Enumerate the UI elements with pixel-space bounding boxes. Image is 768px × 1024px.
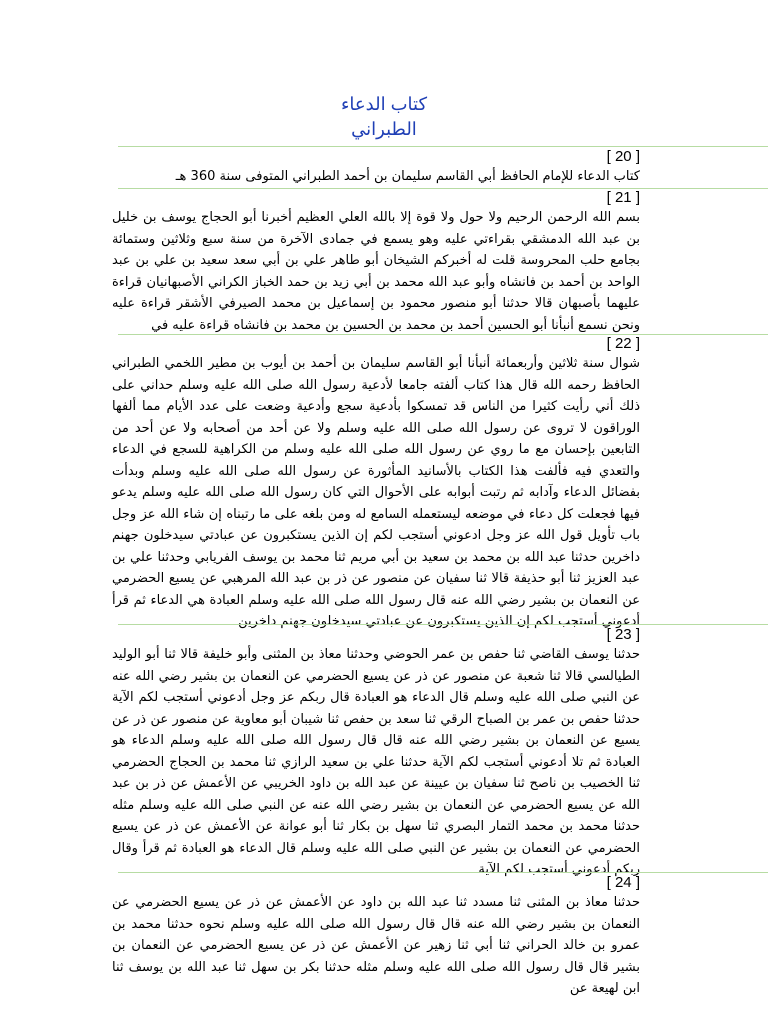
book-title-line-1: كتاب الدعاء (340, 94, 428, 114)
section-text: كتاب الدعاء للإمام الحافظ أبي القاسم سليمان بن أحمد الطبراني المتوفى سنة 360 هـ (175, 169, 640, 184)
section-text: شوال سنة ثلاثين وأربعمائة أنبأنا أبو القاسم سليمان بن أحمد بن أيوب بن مطير اللخمي الطبراني الحافظ رحمه الله قال هذا كتاب ألفته جامعا لأدعية رسول الله صلى الله عليه وسلم حداني على ذلك أني رأيت كثيرا من الناس قد تمسكوا بأدعية سجع وأدعية وضعت على عدد الأيام مما ألفها الوراقون لا تروى عن رسول الله صلى الله عليه وسلم ولا عن أحد من أصحابه ولا عن أحد من التابعين بإحسان مع ما روي عن رسول الله صلى الله عليه وسلم من الكراهية للسجع في الدعاء والتعدي فيه فألفت هذا الكتاب بالأسانيد المأثورة عن رسول الله صلى الله عليه وسلم وبدأت بفضائل الدعاء وآدابه ثم رتبت أبوابه على الأحوال التي كان رسول الله صلى الله عليه وسلم يدعو فيها فجعلت كل دعاء في موضعه ليستعمله السامع له ومن بلغه على ما رتبناه إن شاء الله عز وجل باب تأويل قول الله عز وجل ادعوني أستجب لكم إن الذين يستكبرون عن عبادتي سيدخلون جهنم داخرين حدثنا عبد الله بن محمد بن سعيد بن أبي مريم ثنا محمد بن يوسف الفريابي وحدثنا علي بن عبد العزيز ثنا أبو حذيفة قالا ثنا سفيان عن منصور عن ذر بن عبد الله المرهبي عن يسيع الحضرمي عن النعمان بن بشير رضي الله عنه قال رسول الله صلى الله عليه وسلم العبادة هي الدعاء ثم قرأ أدعوني أستجب لكم إن الذين يستكبرون عن عبادتي سيدخلون جهنم داخرين (112, 356, 640, 629)
section-divider (118, 872, 768, 873)
section-number: [ 23 ] (606, 626, 640, 643)
book-title (0, 92, 768, 142)
section-21 (112, 189, 640, 336)
section-text: حدثنا معاذ بن المثنى ثنا مسدد ثنا عبد الله بن داود عن الأعمش عن ذر عن يسيع الحضرمي عن النعمان بن بشير رضي الله عنه قال قال رسول الله صلى الله عليه وسلم نحوه حدثنا محمد بن عمرو بن خالد الحراني ثنا أبي ثنا زهير عن الأعمش عن ذر عن يسيع الحضرمي عن النعمان بن بشير قال قال رسول الله صلى الله عليه وسلم مثله حدثنا بكر بن سهل ثنا عبد الله بن يوسف ثنا ابن لهيعة عن (112, 895, 640, 996)
section-number: [ 24 ] (606, 874, 640, 891)
section-number: [ 21 ] (606, 189, 640, 206)
book-title-line-2: الطبراني (351, 119, 417, 139)
section-text: حدثنا يوسف القاضي ثنا حفص بن عمر الحوضي وحدثنا معاذ بن المثنى وأبو خليفة قالا ثنا أبو الوليد الطيالسي قالا ثنا شعبة عن منصور عن ذر عن يسيع الحضرمي عن النعمان بن بشير رضي الله عنه عن النبي صلى الله عليه وسلم قال الدعاء هو العبادة قال ربكم عز وجل أدعوني أستجب لكم الآية حدثنا حفص بن عمر بن الصباح الرقي ثنا سعد بن حفص ثنا شيبان أبو معاوية عن منصور عن ذر عن يسيع عن النعمان بن بشير رضي الله عنه قال قال رسول الله صلى الله عليه وسلم الدعاء هو العبادة ثم تلا أدعوني أستجب لكم الآية حدثنا علي بن سعيد الرازي ثنا محمد بن الحجاج الحضرمي ثنا الخصيب بن ناصح ثنا سفيان بن عيينة عن عبد الله بن داود الخريبي عن الأعمش عن ذر بن عبد الله عن يسيع الحضرمي عن النعمان بن بشير رضي الله عنه عن النبي صلى الله عليه وسلم مثله حدثنا محمد بن محمد التمار البصري ثنا سهل بن بكار ثنا أبو عوانة عن الأعمش عن ذر عن يسيع الحضرمي عن النعمان بن بشير عن النبي صلى الله عليه وسلم قال الدعاء هو العبادة ثم قرأ وقال ربكم أدعوني أستجب لكم الآية (112, 647, 640, 877)
section-22 (112, 335, 640, 633)
section-number: [ 22 ] (606, 335, 640, 352)
section-23 (112, 626, 640, 881)
section-number: [ 20 ] (606, 148, 640, 165)
section-24 (112, 874, 640, 1000)
section-20 (112, 148, 640, 188)
section-divider (118, 146, 768, 147)
section-divider (118, 624, 768, 625)
section-text: بسم الله الرحمن الرحيم ولا حول ولا قوة إلا بالله العلي العظيم أخبرنا أبو الحجاج يوسف بن خليل بن عبد الله الدمشقي بقراءتي عليه وهو يسمع في جمادى الآخرة من سنة سبع وثلاثين وستمائة بجامع حلب المحروسة قلت له أخبركم الشيخان أبو طاهر علي بن أبي سعد سعيد بن علي بن عبد الواحد بن أحمد بن فانشاه وأبو عبد الله محمد بن أبي زيد بن حمد الخباز الكراني الأصبهانيان قراءة عليهما بأصبهان قالا حدثنا أبو منصور محمود بن إسماعيل بن محمد الصيرفي الأشقر قراءة عليه ونحن نسمع أنبأنا أبو الحسين أحمد بن محمد بن الحسين بن محمد بن فانشاه قراءة عليه في (112, 210, 640, 333)
